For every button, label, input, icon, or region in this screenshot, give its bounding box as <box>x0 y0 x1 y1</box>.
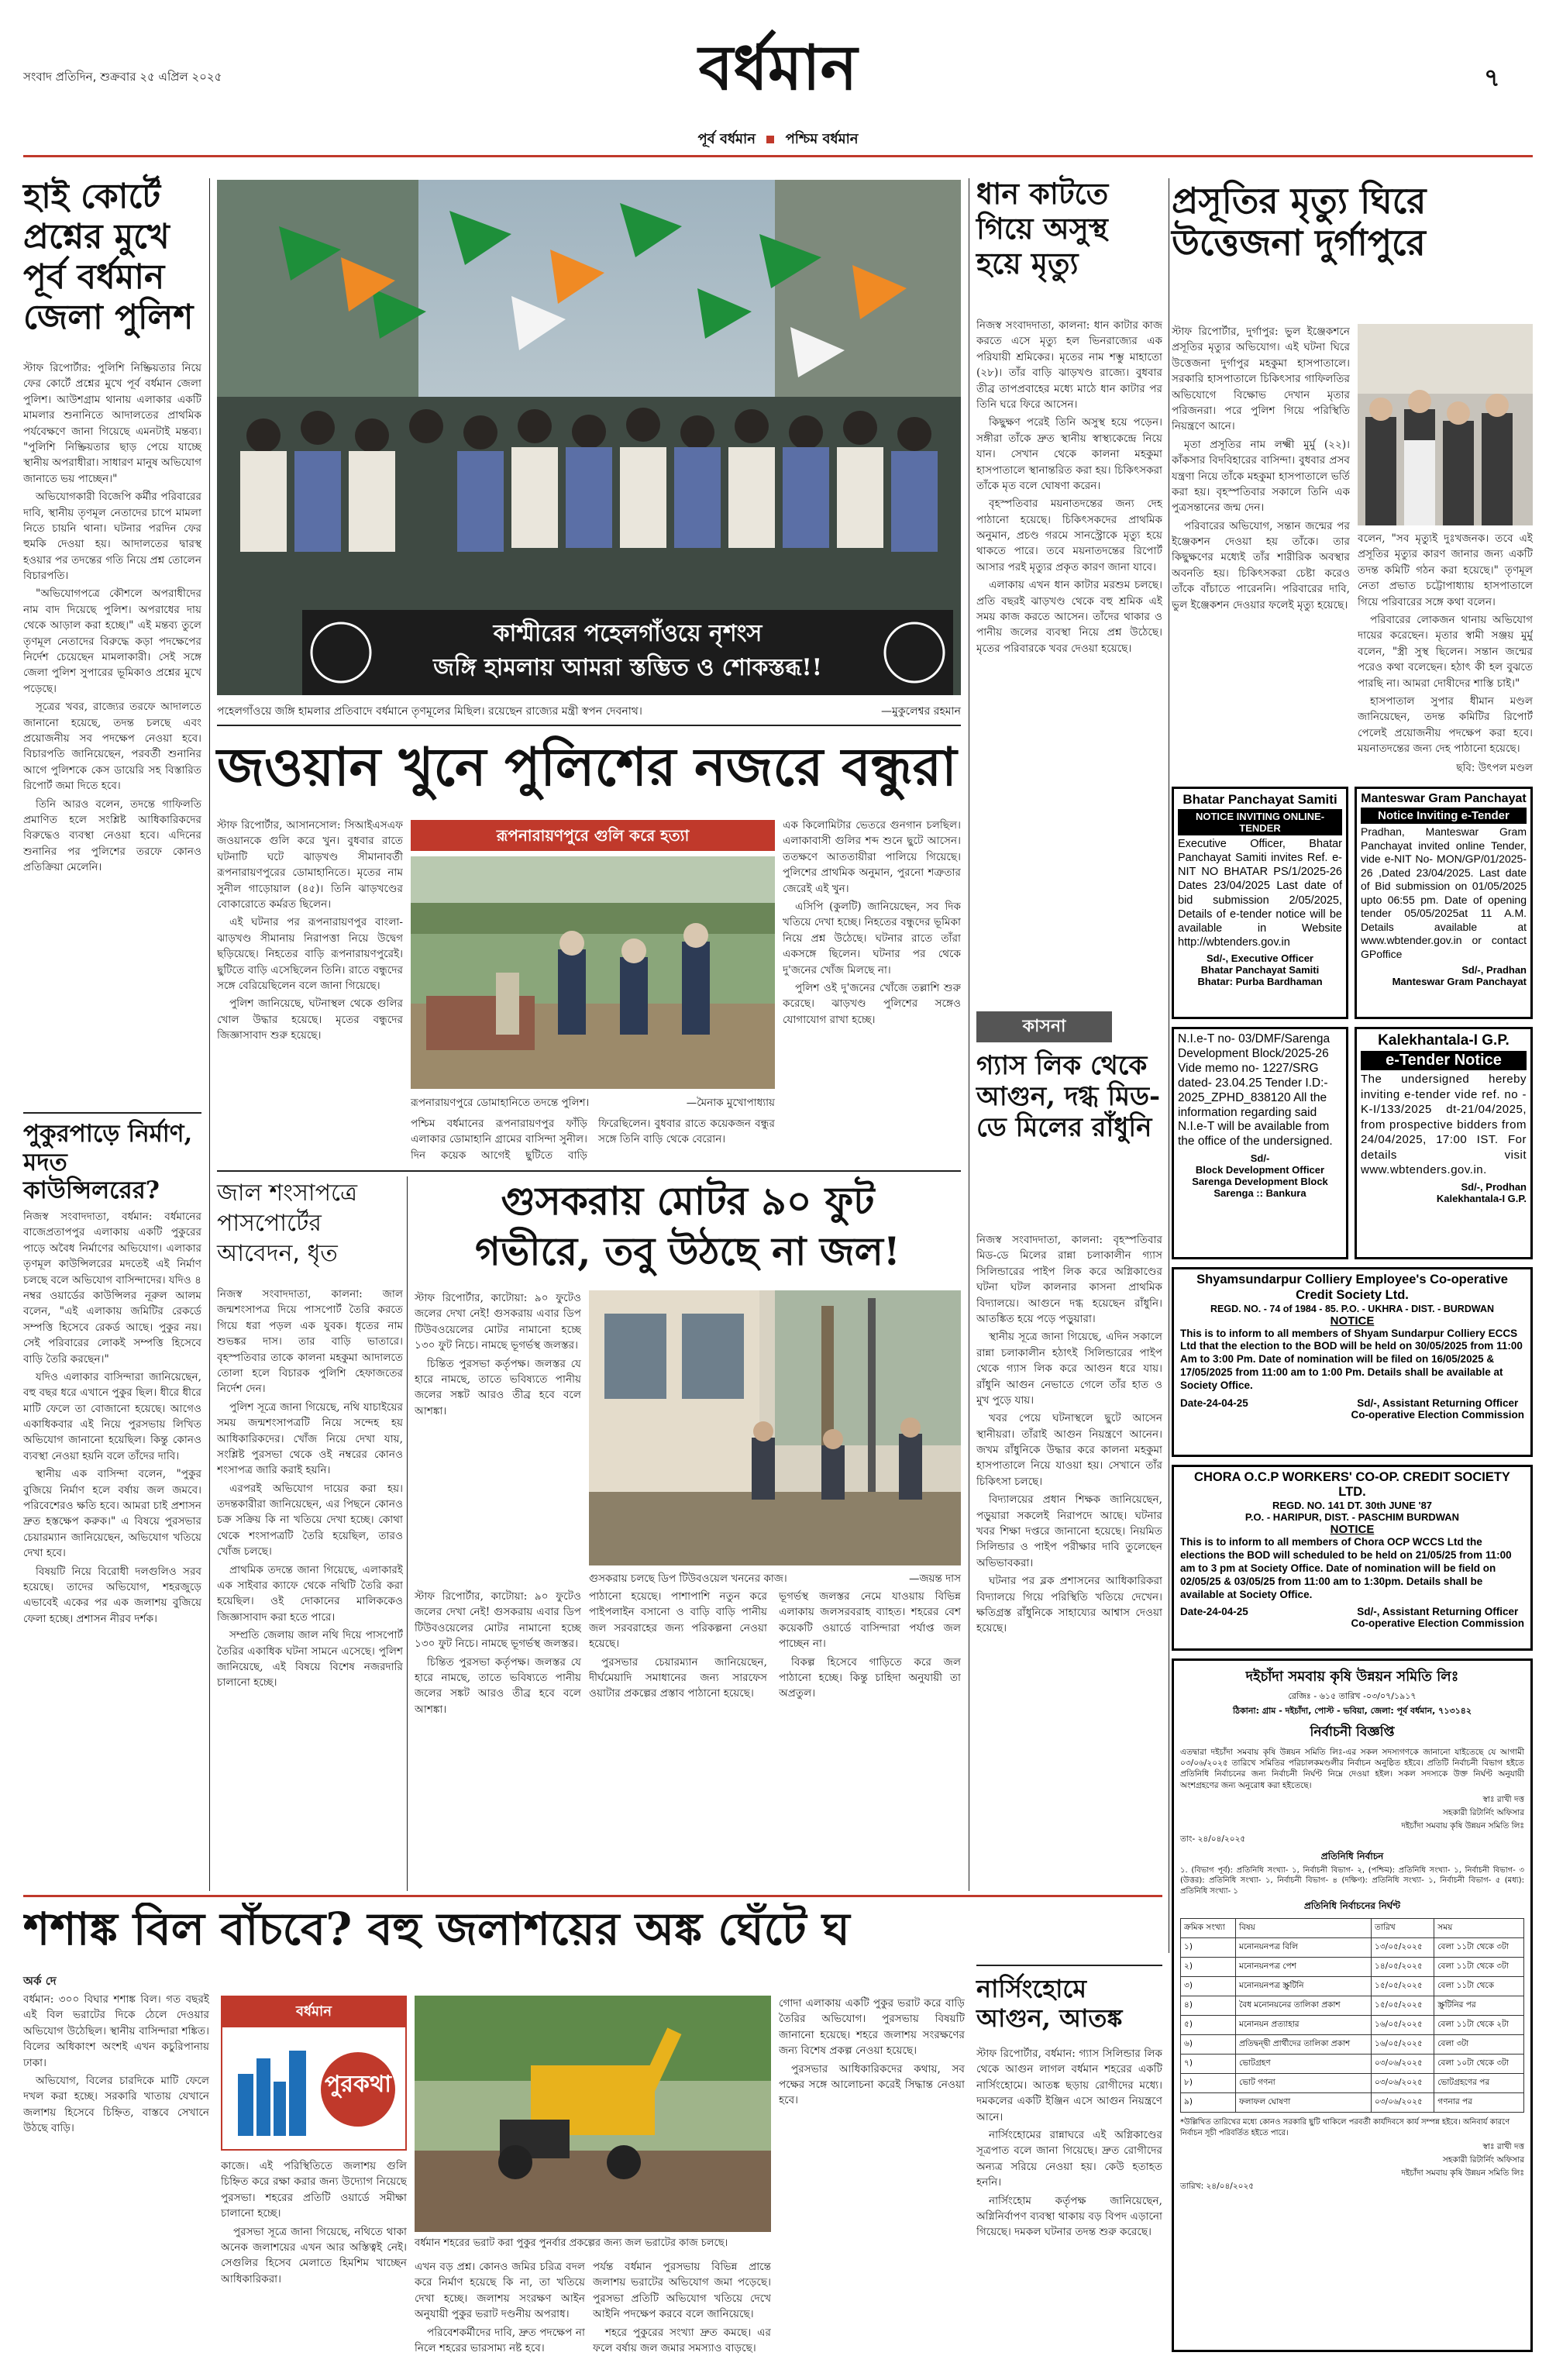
notice-bar: e-Tender Notice <box>1361 1051 1527 1070</box>
guskara-photo-credit: —জয়ন্ত দাস <box>908 1572 961 1585</box>
prasuti-photo <box>1358 324 1533 525</box>
notice-title: Shyamsundarpur Colliery Employee's Co-operative Credit Society Ltd. <box>1196 1273 1508 1302</box>
paragraph: স্টাফ রিপোর্টার, কাটোয়া: ৯০ ফুটেও জলের দেখা নেই! গুসকরায় এবার ডিপ টিউবওয়েলের মোটর নামানো হচ্ছে ১৩০ ফুট নিচে। নামছে ভূগর্ভস্থ জলস্তর। <box>415 1590 581 1651</box>
header-cell: তারিখ <box>1372 1919 1434 1938</box>
header-cell: সময় <box>1434 1919 1524 1938</box>
prasuti-credit: ছবি: উৎপল মণ্ডল <box>1456 762 1533 774</box>
table-header <box>1181 1919 1524 1938</box>
notice-title: CHORA O.C.P WORKERS' CO-OP. CREDIT SOCIETY LTD. <box>1194 1470 1510 1499</box>
notice-sign: Sd/-, Pradhan Manteswar Gram Panchayat <box>1392 964 1527 987</box>
jawan-photo-caption: রূপনারায়ণপুরে ডোমাহানিতে তদন্তে পুলিশ। <box>411 1097 590 1109</box>
paragraph: নার্সিংহোমের রান্নাঘরে এই অগ্নিকাণ্ডের সূত্রপাত বলে জানা গিয়েছে। দ্রুত রোগীদের অন্যত্র সরিয়ে নেওয়া হয়। কেউ হতাহত হননি। <box>976 2128 1162 2189</box>
paragraph: পর্যন্ত বর্ধমান পুরসভায় বিভিন্ন প্রান্তে জলাশয় ভরাটের অভিযোগ জমা পড়েছে। পুরসভা প্রতিটি অভিযোগ খতিয়ে দেখে আইনি পদক্ষেপ করবে বলে জানিয়েছে। <box>593 2261 771 2321</box>
paragraph: স্টাফ রিপোর্টার, দুর্গাপুর: ভুল ইঞ্জেকশনে প্রসূতির মৃত্যুর অভিযোগ। এই ঘটনা ঘিরে উত্তেজনা দুর্গাপুর মহকুমা হাসপাতালে। সরকারি হাসপাতালে চিকিৎসার গাফিলতির অভিযোগে বিক্ষোভ দেখান মৃতার পরিজনরা। পরে পুলিশ গিয়ে পরিস্থিতি নিয়ন্ত্রণে আনে। <box>1172 325 1350 433</box>
paragraph: সূত্রের খবর, রাজ্যের তরফে আদালতে জানানো হয়েছে, তদন্ত চলছে এবং প্রয়োজনীয় সব পদক্ষেপ নেওয়া হবে। বিচারপতি জানিয়েছেন, পরবর্তী শুনানির আগে পুলিশকে কেস ডায়েরি সহ বিস্তারিত রিপোর্ট জমা দিতে হবে। <box>23 701 201 793</box>
paragraph: পুলিশ সূত্রে জানা গিয়েছে, নথি যাচাইয়ের সময় জন্মশংসাপত্রটি নিয়ে সন্দেহ হয় আধিকারিকদের। খোঁজ নিয়ে দেখা যায়, সংশ্লিষ্ট পুরসভা থেকে ওই নম্বরের কোনও শংসাপত্র জারি করাই হয়নি। <box>217 1400 403 1477</box>
notice-manteswar <box>1355 787 1533 1019</box>
paragraph: এই ঘটনার পর রূপনারায়ণপুর বাংলা-ঝাড়খণ্ড সীমানায় নিরাপত্তা নিয়ে উদ্বেগ ছড়িয়েছে। নিহতের বাড়ি রূপনারায়ণপুরেই। ছুটিতে বাড়ি এসেছিলেন তিনি। রাতে বন্ধুদের সঙ্গে বেরিয়েছিলেন বলে জানা গিয়েছে। <box>217 916 403 992</box>
guskara-photo <box>589 1290 961 1565</box>
header-cell: ক্রমিক সংখ্যা <box>1181 1919 1236 1938</box>
passport-headline: জাল শংসাপত্রে পাসপোর্টের আবেদন, ধৃত <box>217 1180 358 1267</box>
guskara-col-3 <box>779 1589 961 1891</box>
kasna-label: কাসনা <box>976 1011 1112 1042</box>
prasuti-headline: প্রসূতির মৃত্যু ঘিরে উত্তেজনা দুর্গাপুরে <box>1172 180 1427 264</box>
highcourt-headline: হাই কোর্টে প্রশ্নের মুখে পূর্ব বর্ধমান জেলা পুলিশ <box>23 177 194 337</box>
paragraph: বিষয়টি নিয়ে বিরোধী দলগুলিও সরব হয়েছে। তাদের অভিযোগ, শহরজুড়ে এভাবেই একের পর এক জলাশয় বুজিয়ে ফেলা হচ্ছে। প্রশাসন নীরব দর্শক। <box>23 1565 201 1625</box>
notice-regd: REGD. NO. 141 DT. 30th JUNE '87 P.O. - HARIPUR, DIST. - PASCHIM BURDWAN <box>1244 1500 1460 1523</box>
highcourt-body <box>23 360 201 1104</box>
paragraph: এরপরই অভিযোগ দায়ের করা হয়। তদন্তকারীরা জানিয়েছেন, এর পিছনে কোনও চক্র সক্রিয় কি না খতিয়ে দেখা হচ্ছে। কোথা থেকে শংসাপত্রটি তৈরি হয়েছিল, তারও খোঁজ চলছে। <box>217 1482 403 1559</box>
banner-line-2: জঙ্গি হামলায় আমরা স্তম্ভিত ও শোকস্তব্ধ!! <box>433 654 822 681</box>
jawan-photo <box>411 856 775 1089</box>
paragraph: প্রাথমিক তদন্তে জানা গিয়েছে, এলাকারই এক সাইবার ক্যাফে থেকে নথিটি তৈরি করা হয়েছিল। ওই দোকানের মালিককেও জিজ্ঞাসাবাদ করা হতে পারে। <box>217 1563 403 1624</box>
pukur-body <box>23 1209 201 1891</box>
paragraph: হাসপাতাল সুপার ধীমান মণ্ডল জানিয়েছেন, তদন্ত কমিটির রিপোর্ট পেলেই প্রয়োজনীয় পদক্ষেপ করা হবে। ময়নাতদন্তের জন্য দেহ পাঠানো হয়েছে। <box>1358 694 1533 756</box>
paragraph: বৃহস্পতিবার ময়নাতদন্তের জন্য দেহ পাঠানো হয়েছে। চিকিৎসকদের প্রাথমিক অনুমান, প্রচণ্ড গরমে সানস্ট্রোকে মৃত্যু হয়ে থাকতে পারে। তবে ময়নাতদন্তের রিপোর্ট আসার পরই মৃত্যুর প্রকৃত কারণ জানা যাবে। <box>976 498 1162 573</box>
notice-constituency: ১. (বিভাগ পূর্ব): প্রতিনিধি সংখ্যা- ১, নির্বাচনী বিভাগ- ২, (পশ্চিম): প্রতিনিধি সংখ্যা- ১, নির্বাচনী বিভাগ- ৩ (উত্তর): প্রতিনিধি সংখ্যা- ১, নির্বাচনী বিভাগ- ৪ (দক্ষিণ): প্রতিনিধি সংখ্যা- ১, নির্বাচনী বিভাগ- ৫ (মধ্য): প্রতিনিধি সংখ্যা- ১ <box>1180 1865 1524 1896</box>
nursing-body <box>976 2046 1162 2364</box>
paragraph: নিজস্ব সংবাদদাতা, বর্ধমান: বর্ধমানের বাজেপ্রতাপপুর এলাকায় একটি পুকুরের পাড়ে অবৈধ নির্মাণের অভিযোগ। এলাকার তৃণমূল কাউন্সিলরের মদতেই এই নির্মাণ চলছে বলে অভিযোগ বাসিন্দাদের। যদিও ৪ নম্বর ওয়ার্ডের কাউন্সিলর নূরুল আলম বলেন, "এই এলাকায় জমিটির রেকর্ডে সম্পত্তি হিসেবে রেকর্ড আছে। পুকুর নয়। সেই পরিবারের লোকই সম্পত্তি হিসেবে বাড়ি তৈরি করছেন।" <box>23 1211 201 1366</box>
notice-sign: Sd/-, Assistant Returning Officer Co-operative Election Commission <box>1351 1397 1524 1421</box>
rally-credit: —মুকুলেশ্বর রহমান <box>880 705 961 718</box>
table-row: ৯) ফলাফল ঘোষণা ০৩/০৬/২০২৫ গণনার পর <box>1181 2093 1524 2113</box>
rally-photo-illustration <box>217 180 961 695</box>
paragraph: যদিও এলাকার বাসিন্দারা জানিয়েছেন, বহু বছর ধরে এখানে পুকুর ছিল। ধীরে ধীরে মাটি ফেলে তা বোজানো হয়েছে। আগেও একাধিকবার এই নিয়ে পুরসভায় লিখিত অভিযোগ জানানো হয়েছিল। কিন্তু কোনও ব্যবস্থা নেওয়া হয়নি বলে তাঁদের দাবি। <box>23 1370 201 1462</box>
subtitle-left: পূর্ব বর্ধমান <box>697 131 756 147</box>
paragraph: পাঠানো হয়েছে। পাশাপাশি নতুন করে পাইপলাইন বসানো ও বাড়ি বাড়ি পানীয় জল সরবরাহের জন্য পরিকল্পনা নেওয়া হয়েছে। <box>589 1590 767 1651</box>
paragraph: পুরসভার আধিকারিকদের কথায়, সব পক্ষের সঙ্গে আলোচনা করেই সিদ্ধান্ত নেওয়া হবে। <box>779 2062 965 2107</box>
notice-sign: Sd/-, Prodhan Kalekhantala-I G.P. <box>1436 1180 1527 1204</box>
guskara-headline-1: গুসকরায় মোটর ৯০ ফুট <box>501 1178 875 1224</box>
shashanka-photo-caption: বর্ধমান শহরের ভরাট করা পুকুর পুনর্বার প্রকল্পের জন্য জল ভরাটের কাজ চলছে। <box>415 2237 728 2249</box>
notice-date: Date-24-04-25 <box>1180 1606 1248 1618</box>
series-label: বর্ধমান <box>222 1997 405 2027</box>
shashanka-col-3 <box>415 2259 585 2364</box>
paragraph: এখন বড় প্রশ্ন। কোনও জমির চরিত্র বদল করে নির্মাণ হয়েছে কি না, তা খতিয়ে দেখা হচ্ছে। জলাশয় সংরক্ষণ আইন অনুযায়ী পুকুর ভরাট দণ্ডনীয় অপরাধ। <box>415 2261 585 2321</box>
paragraph: নিজস্ব সংবাদদাতা, কালনা: জাল জন্মশংসাপত্র দিয়ে পাসপোর্ট তৈরি করতে গিয়ে ধরা পড়ল এক যুবক। ধৃতের নাম শুভঙ্কর দাস। তার বাড়ি ভাতারে। বৃহস্পতিবার তাকে কালনা মহকুমা আদালতে তোলা হলে বিচারক পুলিশি হেফাজতের নির্দেশ দেন। <box>217 1288 403 1396</box>
jawan-col-1 <box>217 818 403 1151</box>
notice-date: Date-24-04-25 <box>1180 1397 1248 1409</box>
paragraph: পুরসভা সূত্রে জানা গিয়েছে, নথিতে থাকা অনেক জলাশয়ের এখন আর অস্তিত্বই নেই। সেগুলির হিসেব মেলাতে হিমশিম খাচ্ছেন আধিকারিকরা। <box>221 2225 407 2285</box>
paragraph: সম্প্রতি জেলায় জাল নথি দিয়ে পাসপোর্ট তৈরির একাধিক ঘটনা সামনে এসেছে। পুলিশ জানিয়েছে, এই বিষয়ে বিশেষ নজরদারি চালানো হচ্ছে। <box>217 1629 403 1689</box>
notice-body: Executive Officer, Bhatar Panchayat Samiti invites Ref. e-NIT NO BHATAR PS/1/2025-26 Dates 23/04/2025 Last date of bid submission 2/05/2025, Details of e-tender notice will be available in Website http://wbtenders.gov.in <box>1178 838 1342 949</box>
paragraph: পুলিশ ওই দু'জনের খোঁজে তল্লাশি শুরু করেছে। ঝাড়খণ্ড পুলিশের সঙ্গেও যোগাযোগ রাখা হচ্ছে। <box>783 981 961 1026</box>
notice-date: তারিখ: ২৪/০৪/২০২৫ <box>1180 2182 1255 2192</box>
purakatha-logo-box <box>221 1996 407 2151</box>
table-row: ৭) ভোটগ্রহণ ০৩/০৬/২০২৫ বেলা ১০টা থেকে ৩টা <box>1181 2055 1524 2074</box>
paragraph: অভিযোগকারী বিজেপি কর্মীর পরিবারের দাবি, স্থানীয় তৃণমূল নেতাদের চাপে মামলা নিতে চায়নি থানা। ঘটনার পরদিন ফের হুমকি দেওয়া হয়। আদালতের দ্বারস্থ হওয়ার পর তদন্তের গতি নিয়ে প্রশ্ন তোলেন বিচারপতি। <box>23 491 201 583</box>
guskara-photo-illustration <box>589 1290 961 1565</box>
notice-label: NOTICE <box>1330 1314 1375 1328</box>
notice-daichanda <box>1172 1658 1533 2352</box>
shashanka-col-4 <box>593 2259 771 2364</box>
notice-footer <box>1180 1606 1524 1629</box>
shashanka-photo-illustration <box>415 1996 771 2232</box>
notice-sign: স্বাঃ রাখী দত্ত সহকারী রিটার্নিং অফিসার দইচাঁদা সমবায় কৃষি উন্নয়ন সমিতি লিঃ <box>1401 2142 1524 2179</box>
notice-body: This is to inform to all members of Chora OCP WCCS Ltd the elections the BOD will scheduled to be held on 21/05/25 from 11:00 am to 3 pm at Society Office. Date of nomination will be field on 02/05/25 & 03/05/25 from 11:00 am to 1:30pm. Details shall be available at Society Office. <box>1180 1536 1512 1600</box>
notice-sign: Sd/- Block Development Officer Sarenga Development Block Sarenga :: Bankura <box>1192 1152 1328 1200</box>
paragraph: নিজস্ব সংবাদদাতা, কালনা: বৃহস্পতিবার মিড-ডে মিলের রান্না চলাকালীন গ্যাস সিলিন্ডারের পাইপ লিক করে অগ্নিকাণ্ডের ঘটনা ঘটল কালনার কাসনা প্রাথমিক বিদ্যালয়ে। আগুনে দগ্ধ হয়েছেন রাঁধুনি। আতঙ্কিত হয়ে পড়ে পড়ুয়ারা। <box>976 1234 1162 1325</box>
notice-bar: NOTICE INVITING ONLINE-TENDER <box>1178 809 1342 835</box>
dhan-body <box>976 318 1162 1007</box>
notice-title: Bhatar Panchayat Samiti <box>1182 792 1337 807</box>
section-rule <box>23 1895 1162 1897</box>
notice-title: দইচাঁদা সমবায় কৃষি উন্নয়ন সমিতি লিঃ <box>1245 1669 1459 1685</box>
shashanka-col-1 <box>23 1992 209 2364</box>
paragraph: কাজে। এই পরিস্থিতিতে জলাশয় গুলি চিহ্নিত করে রক্ষা করার জন্য উদ্যোগ নিয়েছে পুরসভা। শহরের প্রতিটি ওয়ার্ডে সমীক্ষা চালানো হচ্ছে। <box>221 2160 407 2220</box>
kasna-body <box>976 1232 1162 1961</box>
table-row: ৬) প্রতিদ্বন্দ্বী প্রার্থীদের তালিকা প্রকাশ ১৬/০৫/২০২৫ বেলা ৩টা <box>1181 2035 1524 2055</box>
paragraph: এসিপি (কুলটি) জানিয়েছেন, সব দিক খতিয়ে দেখা হচ্ছে। নিহতের বন্ধুদের ভূমিকা নিয়ে প্রশ্ন উঠেছে। ঘটনার রাতে তাঁরা একসঙ্গে ছিলেন। ঘটনার পর থেকে দু'জনের খোঁজ মিলছে না। <box>783 900 961 976</box>
notice-label: NOTICE <box>1330 1523 1375 1536</box>
shashanka-headline: শশাঙ্ক বিল বাঁচবে? বহু জলাশয়ের অঙ্ক ঘেঁটে ঘ <box>23 1903 850 1955</box>
divider <box>23 1112 201 1114</box>
notice-address: ঠিকানা: গ্রাম - দইচাঁদা, পোস্ট - ভবিয়া, জেলা: পূর্ব বর্ধমান, ৭১৩১৪২ <box>1232 1706 1472 1716</box>
notice-label: নির্বাচনী বিজ্ঞপ্তি <box>1310 1724 1395 1740</box>
paragraph: খবর পেয়ে ঘটনাস্থলে ছুটে আসেন স্থানীয়রা। তাঁরাই আগুন নিয়ন্ত্রণে আনেন। জখম রাঁধুনিকে উদ্ধার করে কালনা মহকুমা হাসপাতালে নিয়ে যাওয়া হয়। সেখানে তাঁর চিকিৎসা চলছে। <box>976 1412 1162 1488</box>
masthead-subtitle <box>0 128 1556 152</box>
notice-regd: REGD. NO. - 74 of 1984 - 85. P.O. - UKHRA - DIST. - BURDWAN <box>1210 1303 1495 1314</box>
kasna-headline: গ্যাস লিক থেকে আগুন, দগ্ধ মিড-ডে মিলের রাঁধুনি <box>976 1050 1161 1144</box>
jawan-kicker: রূপনারায়ণপুরে গুলি করে হত্যা <box>411 820 775 851</box>
guskara-headline-2: গভীরে, তবু উঠছে না জল! <box>475 1228 900 1274</box>
notice-bar: Notice Inviting e-Tender <box>1361 808 1527 824</box>
paragraph: কিছুক্ষণ পরেই তিনি অসুস্থ হয়ে পড়েন। সঙ্গীরা তাঁকে দ্রুত স্থানীয় স্বাস্থ্যকেন্দ্রে নিয়ে যান। সেখান থেকে কালনা মহকুমা হাসপাতালে স্থানান্তরিত করা হয়। চিকিৎসকরা তাঁকে মৃত বলে ঘোষণা করেন। <box>976 416 1162 492</box>
guskara-col-2 <box>589 1589 767 1891</box>
notice-shyamsundarpur <box>1172 1267 1533 1457</box>
paragraph: "অভিযোগপত্রে কৌশলে অপরাধীদের নাম বাদ দিয়েছে পুলিশ। অপরাধের দায় থেকে আড়াল করা হচ্ছে।" এই মন্তব্য তুলে তৃণমূল নেতাদের বিরুদ্ধে কড়া পদক্ষেপের নির্দেশ চেয়েছেন মামলাকারী। সেই সঙ্গে জেলা পুলিশ সুপারের ভূমিকাও প্রশ্নের মুখে পড়েছে। <box>23 587 201 695</box>
jawan-photo-credit: —মৈনাক মুখোপাধ্যায় <box>686 1097 775 1109</box>
paragraph: চিন্তিত পুরসভা কর্তৃপক্ষ। জলস্তর যে হারে নামছে, তাতে ভবিষ্যতে পানীয় জলের সঙ্কট আরও তীব্র হবে বলে আশঙ্কা। <box>415 1655 581 1716</box>
paragraph: তিনি আরও বলেন, তদন্তে গাফিলতি প্রমাণিত হলে সংশ্লিষ্ট আধিকারিকদের বিরুদ্ধেও ব্যবস্থা নেওয়া হবে। এদিনের শুনানির পর পুলিশের তরফে কোনও প্রতিক্রিয়া মেলেনি। <box>23 797 201 874</box>
notice-sign: Sd/-, Assistant Returning Officer Co-operative Election Commission <box>1351 1606 1524 1630</box>
guskara-photo-caption: গুসকরায় চলছে ডিপ টিউবওয়েল খননের কাজ। <box>589 1572 787 1585</box>
paragraph: স্টাফ রিপোর্টার, বর্ধমান: গ্যাস সিলিন্ডার লিক থেকে আগুন লাগল বর্ধমান শহরের একটি নার্সিংহোমে। আতঙ্ক ছড়ায় রোগীদের মধ্যে। দমকলের একটি ইঞ্জিন এসে আগুন নিয়ন্ত্রণে আনে। <box>976 2048 1162 2123</box>
paragraph: বর্ধমান: ৩০০ বিঘার শশাঙ্ক বিল। গত বছরই এই বিল ভরাটের দিকে ঠেলে দেওয়ার অভিযোগ উঠেছিল। স্থানীয় বাসিন্দারা শঙ্কিত। বিলের অধিকাংশ অংশই এখন কচুরিপানায় ঢাকা। <box>23 1993 209 2069</box>
notice-footer <box>1180 1397 1524 1421</box>
notice-date: তাং- ২৪/০৪/২০২৫ <box>1180 1834 1246 1844</box>
dateline: সংবাদ প্রতিদিন, শুক্রবার ২৫ এপ্রিল ২০২৫ <box>23 70 222 84</box>
paragraph: বিকল্প হিসেবে গাড়িতে করে জল পাঠানো হচ্ছে। কিন্তু চাহিদা অনুযায়ী তা অপ্রতুল। <box>779 1655 961 1700</box>
notice-sign: স্বাঃ রাখী দত্ত সহকারী রিটার্নিং অফিসার দইচাঁদা সমবায় কৃষি উন্নয়ন সমিতি লিঃ <box>1401 1794 1524 1831</box>
table-row: ১) মনোনয়নপত্র বিলি ১৩/০৫/২০২৫ বেলা ১১টা থেকে ৩টা <box>1181 1938 1524 1958</box>
rally-photo <box>217 180 961 695</box>
pukur-headline: পুকুরপাড়ে নির্মাণ, মদত কাউন্সিলরের? <box>23 1120 193 1205</box>
notice-body: This is to inform to all members of Shyam Sundarpur Colliery ECCS Ltd that the election to the BOD will be held on 30/05/2025 from 11:00 Am to 3:00 Pm. Date of nomination will be filed on 16/05/2025 & 17/05/2025 from 11:00 am to 1:00 Pm. Details shall be available at Society Office. <box>1180 1327 1523 1392</box>
paragraph: পরিবেশকর্মীদের দাবি, দ্রুত পদক্ষেপ না নিলে শহরের ভারসাম্য নষ্ট হবে। <box>415 2326 585 2354</box>
paragraph: স্টাফ রিপোর্টার, আসানসোল: সিআইএসএফ জওয়ানকে গুলি করে খুন। বুধবার রাতে ঘটনাটি ঘটে ঝাড়খণ্ড সীমানাবর্তী রূপনারায়ণপুরের ডোমাহানিতে। মৃতের নাম সুনীল গাড়োয়াল (৪৫)। তিনি ঝাড়খণ্ডের বোকারোতে কর্মরত ছিলেন। <box>217 819 403 911</box>
guskara-col-1a <box>415 1290 581 1558</box>
divider <box>976 1965 1162 1966</box>
paragraph: বলেন, "সব মৃত্যুই দুঃখজনক। তবে এই প্রসূতির মৃত্যুর কারণ জানার জন্য একটি তদন্ত কমিটি গঠন করা হয়েছে।" তৃণমূল নেতা প্রভাত চট্টোপাধ্যায় হাসপাতালে গিয়ে পরিবারের সঙ্গে কথা বলেন। <box>1358 532 1533 608</box>
square-bullet-icon <box>766 136 774 143</box>
notice-sign: Sd/-, Executive Officer Bhatar Panchayat Samiti Bhatar: Purba Bardhaman <box>1197 952 1323 987</box>
subtitle-right: পশ্চিম বর্ধমান <box>785 131 859 147</box>
notice-sarenga <box>1172 1027 1348 1259</box>
notice-title: Manteswar Gram Panchayat <box>1361 792 1527 805</box>
jawan-headline: জওয়ান খুনে পুলিশের নজরে বন্ধুরা <box>217 736 957 798</box>
prasuti-col-2 <box>1358 531 1533 787</box>
rally-caption: পহেলগাঁওয়ে জঙ্গি হামলার প্রতিবাদে বর্ধমানে তৃণমূলের মিছিল। রয়েছেন রাজ্যের মন্ত্রী স্বপন দেবনাথ। <box>217 705 642 718</box>
table-row: ৫) মনোনয়ন প্রত্যাহার ১৬/০৫/২০২৫ বেলা ১১টা থেকে ২টা <box>1181 2016 1524 2035</box>
page-number: ৭ <box>1484 63 1500 92</box>
paragraph: ভূগর্ভস্থ জলস্তর নেমে যাওয়ায় বিভিন্ন এলাকায় জলসরবরাহ ব্যাহত। শহরের বেশ কয়েকটি ওয়ার্ডে বাসিন্দারা পর্যাপ্ত জল পাচ্ছেন না। <box>779 1590 961 1651</box>
table-row: ৪) বৈধ মনোনয়নের তালিকা প্রকাশ ১৫/০৫/২০২৫ স্ক্রুটিনির পর <box>1181 1996 1524 2016</box>
paragraph: এক কিলোমিটার ভেতরে গুনগান চলছিল। এলাকাবাসী গুলির শব্দ শুনে ছুটে আসেন। ততক্ষণে আততায়ীরা পালিয়ে গিয়েছে। পুলিশের প্রাথমিক অনুমান, পুরনো শত্রুতার জেরেই এই খুন। <box>783 819 961 895</box>
nursing-headline: নার্সিংহোমে আগুন, আতঙ্ক <box>976 1974 1123 2033</box>
notice-body: Pradhan, Manteswar Gram Panchayat invited online Tender, vide e-NIT No- MON/GP/01/2025-26 ,Dated 23/04/2025. Last date of Bid submission on 01/05/2025 upto 06:55 pm. Date of opening tender 05/05/2025at 11 A.M. Details available at www.wbtender.gov.in or contact GPoffice <box>1361 825 1527 960</box>
paragraph: স্থানীয় সূত্রে জানা গিয়েছে, এদিন সকালে রান্না চলাকালীন হঠাৎই সিলিন্ডারের পাইপ থেকে গ্যাস লিক করে আগুন ধরে যায়। রাঁধুনি আগুন নেভাতে গেলে তাঁর হাত ও মুখ পুড়ে যায়। <box>976 1331 1162 1407</box>
column-rule <box>209 178 210 1891</box>
paragraph: গোদা এলাকায় একটি পুকুর ভরাট করে বাড়ি তৈরির অভিযোগ। পুরসভায় বিষয়টি জানানো হয়েছে। শহরে জলাশয় সংরক্ষণের জন্য বিশেষ প্রকল্প নেওয়া হয়েছে। <box>779 1997 965 2058</box>
dhan-headline: ধান কাটতে গিয়ে অসুস্থ হয়ে মৃত্যু <box>976 176 1109 281</box>
header-cell: বিষয় <box>1235 1919 1371 1938</box>
paragraph: মৃতা প্রসূতির নাম লক্ষ্মী মুর্মু (২২)। কাঁকসার বিদবিহারের বাসিন্দা। বুধবার প্রসব যন্ত্রণা নিয়ে তাঁকে মহকুমা হাসপাতালে ভর্তি করা হয়। বৃহস্পতিবার সকালে তিনি এক পুত্রসন্তানের জন্ম দেন। <box>1172 438 1350 515</box>
shashanka-photo <box>415 1996 771 2232</box>
notice-body: N.I.e-T no- 03/DMF/Sarenga Development Block/2025-26 Vide memo no- 1227/SRG dated- 23.04.25 Tender I.D:- 2025_ZPHD_838120 All the information regarding said N.I.e-T will be available from the office of the undersigned. <box>1178 1032 1333 1149</box>
notice-regd: রেজিঃ - ৬১৫ তারিখ -০৩/০৭/১৯১৭ <box>1288 1691 1417 1701</box>
paragraph: বিদ্যালয়ের প্রধান শিক্ষক জানিয়েছেন, পড়ুয়ারা সকলেই নিরাপদে আছে। ঘটনার খবর শিক্ষা দপ্তরে জানানো হয়েছে। নিয়মিত সিলিন্ডার ও পাইপ পরীক্ষার দাবি তুলেছেন অভিভাবকরা। <box>976 1493 1162 1569</box>
paragraph: স্টাফ রিপোর্টার: পুলিশি নিষ্ক্রিয়তার নিয়ে ফের কোর্টে প্রশ্নের মুখে পূর্ব বর্ধমান জেলা পুলিশ। আউশগ্রাম থানায় এলাকার একটি মামলার শুনানিতে আদালতের প্রাথমিক পর্যবেক্ষণে জানা গিয়েছে এমনটাই মন্তব্য। "পুলিশি নিষ্ক্রিয়তার ছাড় পেয়ে যাচ্ছে স্থানীয় অপরাধীরা। সাধারণ মানুষ অভিযোগ জানাতে ভয় পাচ্ছেন।" <box>23 362 201 485</box>
paragraph: পরিবারের অভিযোগ, সন্তান জন্মের পর ইঞ্জেকশন দেওয়া হয় তাঁকে। তার কিছুক্ষণের মধ্যেই তাঁর শারীরিক অবস্থার অবনতি হয়। চিকিৎসকরা চেষ্টা করেও তাঁকে বাঁচাতে পারেননি। পরিবারের দাবি, ভুল ইঞ্জেকশন দেওয়ার ফলেই মৃত্যু হয়েছে। <box>1172 519 1350 611</box>
masthead-rule <box>23 155 1533 157</box>
jawan-photo-illustration <box>411 856 775 1089</box>
series-logo-text: পুরকথা <box>325 2071 391 2098</box>
notice-bhatar <box>1172 787 1348 1019</box>
notice-sub1: প্রতিনিধি নির্বাচন <box>1320 1850 1384 1862</box>
paragraph: নার্সিংহোম কর্তৃপক্ষ জানিয়েছেন, অগ্নিনির্বাপণ ব্যবস্থা থাকায় বড় বিপদ এড়ানো গিয়েছে। দমকল ঘটনার তদন্ত শুরু করেছে। <box>976 2194 1162 2239</box>
divider <box>217 725 961 726</box>
prasuti-photo-illustration <box>1358 324 1533 525</box>
paragraph: ঘটনার পর ব্লক প্রশাসনের আধিকারিকরা বিদ্যালয়ে গিয়ে পরিস্থিতি খতিয়ে দেখেন। ক্ষতিগ্রস্ত রাঁধুনিকে সাহায্যের আশ্বাস দেওয়া হয়েছে। <box>976 1575 1162 1635</box>
notice-kalekhantala <box>1355 1027 1533 1259</box>
paragraph: এলাকায় এখন ধান কাটার মরশুম চলছে। প্রতি বছরই ঝাড়খণ্ড থেকে বহু শ্রমিক এই সময় কাজ করতে আসেন। তাঁদের থাকার ও পানীয় জলের ব্যবস্থা নিয়ে প্রশ্ন উঠেছে। মৃতের পরিবারকে খবর দেওয়া হয়েছে। <box>976 579 1162 655</box>
paragraph: স্টাফ রিপোর্টার, কাটোয়া: ৯০ ফুটেও জলের দেখা নেই! গুসকরায় এবার ডিপ টিউবওয়েলের মোটর নামানো হচ্ছে ১৩০ ফুট নিচে। নামছে ভূগর্ভস্থ জলস্তর। <box>415 1292 581 1352</box>
table-row: ২) মনোনয়নপত্র পেশ ১৪/০৫/২০২৫ বেলা ১১টা থেকে ৩টা <box>1181 1958 1524 1977</box>
paragraph: পরিবারের লোকজন থানায় অভিযোগ দায়ের করেছেন। মৃতার স্বামী সঞ্জয় মুর্মু বলেন, "স্ত্রী সুস্থ ছিলেন। সন্তান জন্মের পরেও কথা বলেছেন। হঠাৎ কী হল বুঝতে পারছি না। আমরা দোষীদের শাস্তি চাই।" <box>1358 613 1533 690</box>
shashanka-col-2 <box>221 2158 407 2364</box>
shashanka-byline: অর্ক দে <box>23 1974 57 1988</box>
paragraph: শহরে পুকুরের সংখ্যা দ্রুত কমছে। এর ফলে বর্ষায় জল জমার সমস্যাও বাড়ছে। <box>593 2326 771 2354</box>
paragraph: স্থানীয় এক বাসিন্দা বলেন, "পুকুর বুজিয়ে নির্মাণ হলে বর্ষায় জল জমবে। পরিবেশেরও ক্ষতি হবে। আমরা চাই প্রশাসন দ্রুত হস্তক্ষেপ করুক।" এ বিষয়ে পুরসভার চেয়ারম্যান জানিয়েছেন, অভিযোগ খতিয়ে দেখা হবে। <box>23 1468 201 1560</box>
masthead-title: বর্ধমান <box>698 31 858 104</box>
guskara-col-1b <box>415 1589 581 1891</box>
notice-sub2: প্রতিনিধি নির্বাচনের নির্ঘণ্ট <box>1303 1900 1401 1912</box>
paragraph: পুলিশ জানিয়েছে, ঘটনাস্থল থেকে গুলির খোল উদ্ধার হয়েছে। মৃতের বন্ধুদের জিজ্ঞাসাবাদ শুরু হয়েছে। <box>217 997 403 1042</box>
paragraph: নিজস্ব সংবাদদাতা, কালনা: ধান কাটার কাজ করতে এসে মৃত্যু হল ভিনরাজ্যের এক পরিযায়ী শ্রমিকের। মৃতের নাম শম্ভু মাহাতো (২৮)। তাঁর বাড়ি ঝাড়খণ্ড রাজ্যে। বুধবার তীব্র তাপপ্রবাহের মধ্যে মাঠে ধান কাটার পর তিনি ঘরে ফিরে আসেন। <box>976 319 1162 411</box>
notice-footer-note: *উল্লিখিত তারিখের মধ্যে কোনও সরকারি ছুটি থাকিলে পরবর্তী কার্যদিবসে কার্য সম্পন্ন হইবে। অনিবার্য কারণে নির্বাচন সূচী পরিবর্তিত হইতে পারে। <box>1180 2118 1510 2137</box>
notice-title: Kalekhantala-I G.P. <box>1378 1032 1510 1049</box>
jawan-col-3 <box>783 818 961 1166</box>
jawan-col-2 <box>411 1116 775 1166</box>
notice-body: The undersigned hereby inviting e-tender vide ref. no - K-I/133/2025 dt-21/04/2025, from prospective bidders from 24/04/2025, 17:00 IST. For details visit www.wbtenders.gov.in. <box>1361 1073 1527 1176</box>
paragraph: পশ্চিম বর্ধমানের রূপনারায়ণপুর ফাঁড়ি এলাকার ডোমাহানি গ্রামের বাসিন্দা সুনীল। দিন কয়েক আগেই ছুটিতে বাড়ি ফিরেছিলেন। বুধবার রাতে কয়েকজন বন্ধুর সঙ্গে তিনি বাড়ি থেকে বেরোন। <box>411 1118 775 1162</box>
notice-body: এতদ্বারা দইচাঁদা সমবায় কৃষি উন্নয়ন সমিতি লিঃ-এর সকল সদস্যগণকে জানানো যাইতেছে যে আগামী ০৩/০৬/২০২৫ তারিখে সমিতির পরিচালকমণ্ডলীর নির্বাচন অনুষ্ঠিত হইবে। প্রতিটি নির্বাচনী বিভাগ হইতে প্রতিনিধি নির্বাচনের জন্য নির্বাচনী নির্ঘণ্ট নিম্নে দেওয়া হইল। সকল সদস্যকে উক্ত নির্ঘণ্ট অনুযায়ী অংশগ্রহণের জন্য অনুরোধ করা হইতেছে। <box>1180 1748 1524 1790</box>
banner-line-1: কাশ্মীরের পহেলগাঁওয়ে নৃশংস <box>493 620 763 647</box>
column-rule <box>407 1176 408 1891</box>
table-row: ৩) মনোনয়নপত্র স্ক্রুটিনি ১৫/০৫/২০২৫ বেলা ১১টা থেকে <box>1181 1977 1524 1996</box>
divider <box>217 1170 961 1172</box>
shashanka-col-5 <box>779 1996 965 2364</box>
schedule-table <box>1180 1918 1524 2113</box>
paragraph: পুরসভার চেয়ারম্যান জানিয়েছেন, দীর্ঘমেয়াদি সমাধানের জন্য সারফেস ওয়াটার প্রকল্পের প্রস্তাব পাঠানো হয়েছে। <box>589 1655 767 1700</box>
prasuti-col-1 <box>1172 324 1350 773</box>
paragraph: চিন্তিত পুরসভা কর্তৃপক্ষ। জলস্তর যে হারে নামছে, তাতে ভবিষ্যতে পানীয় জলের সঙ্কট আরও তীব্র হবে বলে আশঙ্কা। <box>415 1357 581 1417</box>
table-row: ৮) ভোট গণনা ০৩/০৬/২০২৫ ভোটগ্রহণের পর <box>1181 2074 1524 2093</box>
passport-body <box>217 1286 403 1891</box>
paragraph: অভিযোগ, বিলের চারদিকে মাটি ফেলে দখল করা হচ্ছে। সরকারি খাতায় যেখানে জলাশয় হিসেবে চিহ্নিত, বাস্তবে সেখানে উঠছে বাড়ি। <box>23 2074 209 2135</box>
notice-chora <box>1172 1465 1533 1651</box>
